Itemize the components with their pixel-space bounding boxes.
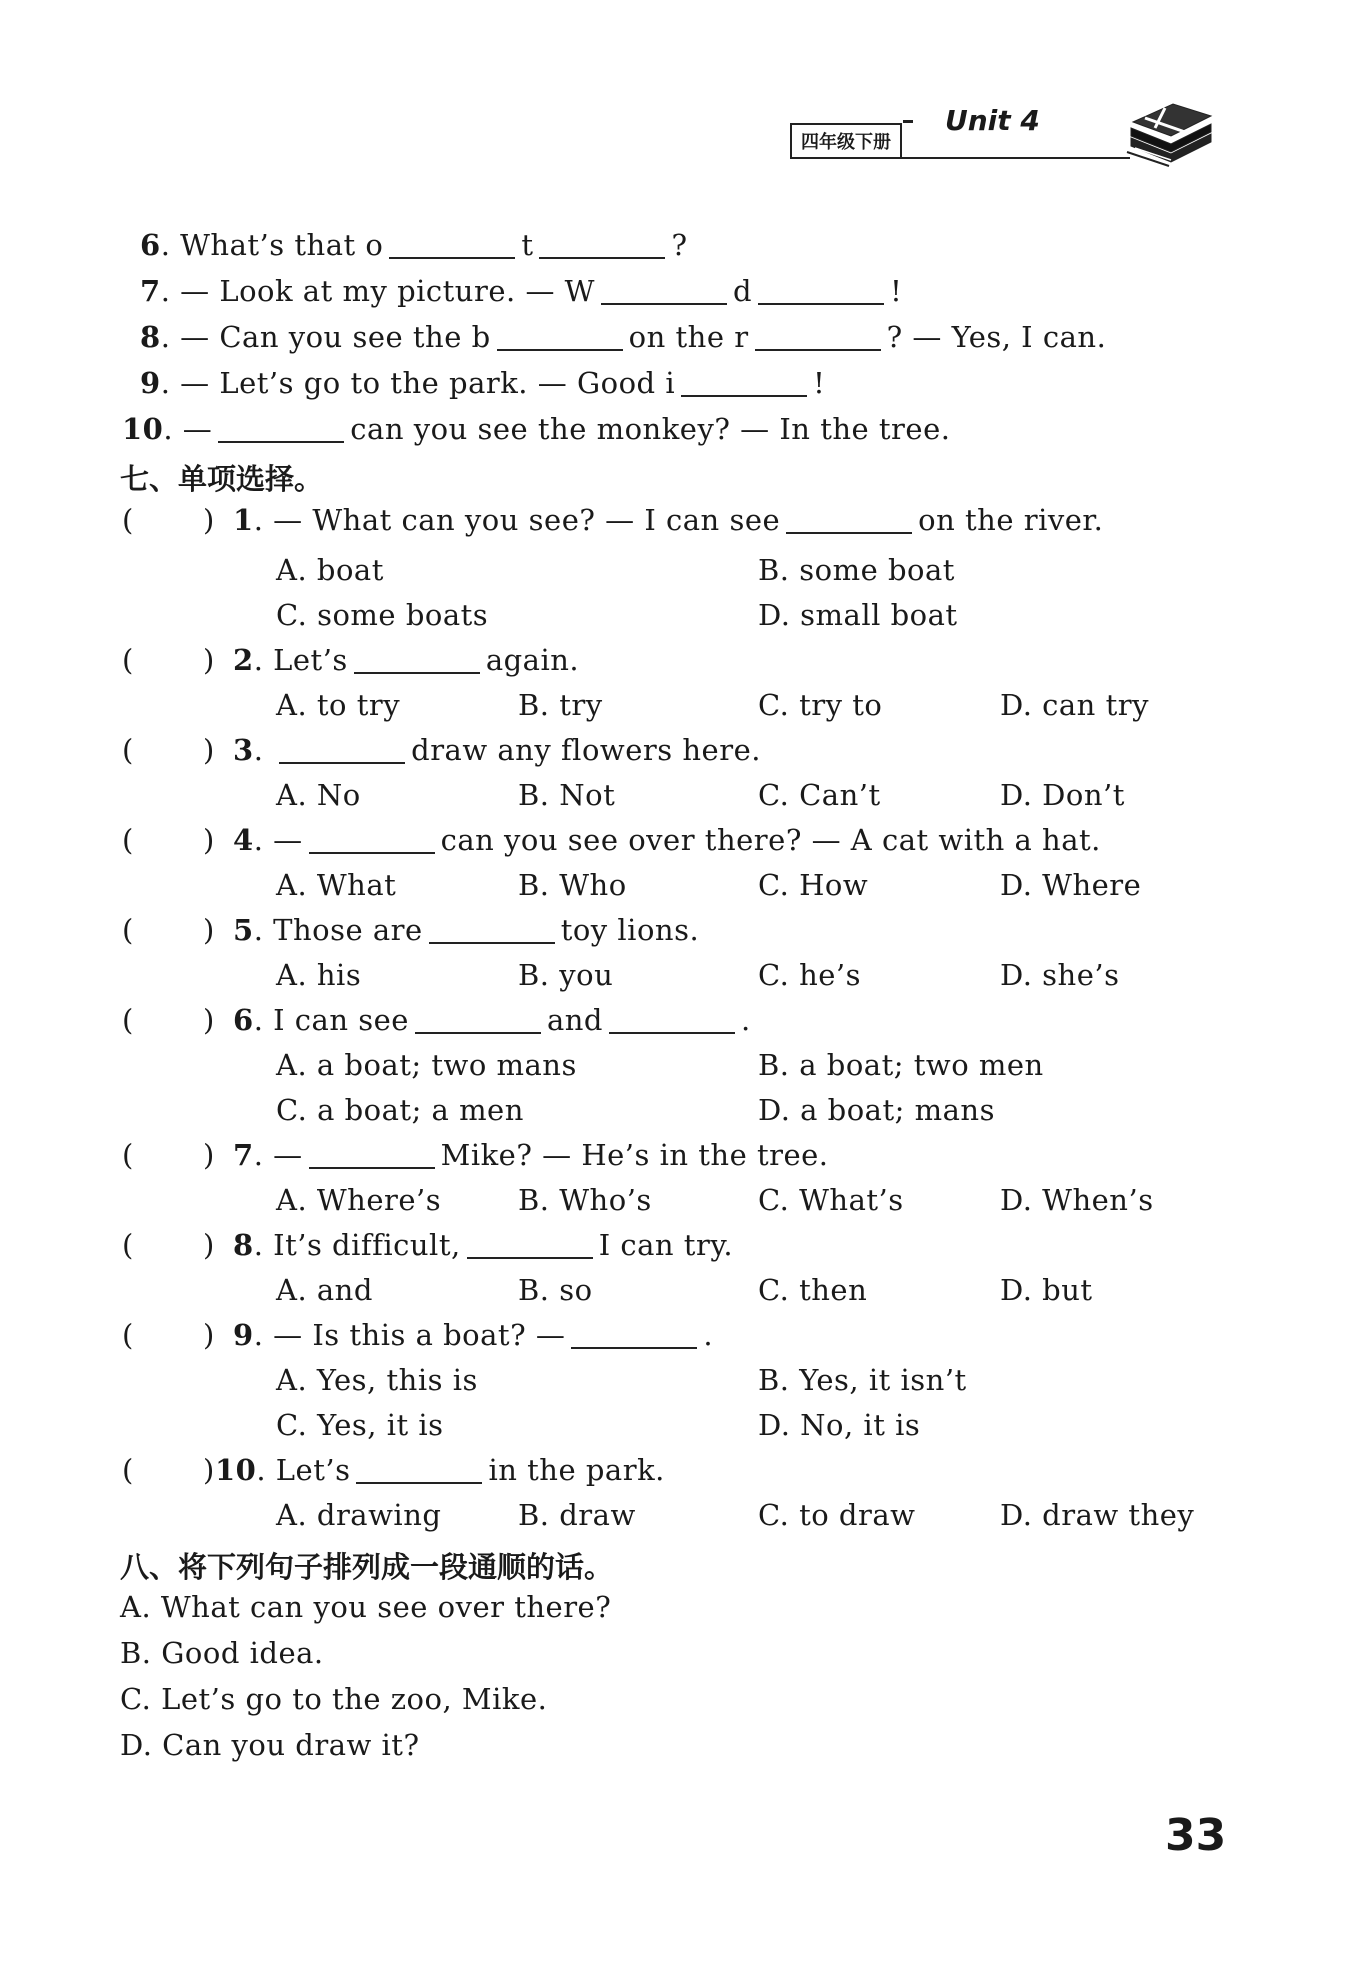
question-2: 2. Let’s again. xyxy=(233,643,580,677)
answer-blank[interactable] xyxy=(429,916,555,944)
answer-slot[interactable] xyxy=(140,1003,200,1035)
option-c[interactable]: C. Can’t xyxy=(758,778,881,812)
option-a[interactable]: A. What xyxy=(276,868,397,902)
sentence-d: D. Can you draw it? xyxy=(120,1728,420,1762)
answer-slot[interactable] xyxy=(140,643,200,675)
option-a[interactable]: A. his xyxy=(276,958,362,992)
answer-blank[interactable] xyxy=(681,369,807,397)
option-b[interactable]: B. try xyxy=(518,688,603,722)
option-c[interactable]: C. try to xyxy=(758,688,883,722)
answer-blank[interactable] xyxy=(539,231,665,259)
question-text: Mike? — He’s in the tree. xyxy=(440,1138,829,1172)
question-1: 1. — What can you see? — I can see on the river. xyxy=(233,503,1104,537)
grade-label: 四年级下册 xyxy=(790,123,902,159)
question-text: — xyxy=(273,1138,303,1172)
option-d[interactable]: D. Don’t xyxy=(1000,778,1125,812)
question-text: It’s difficult, xyxy=(273,1228,461,1262)
answer-paren-left: ( xyxy=(122,1228,134,1262)
question-3: 3. draw any flowers here. xyxy=(233,733,761,767)
header-rule xyxy=(790,157,1130,159)
answer-paren-right: ) xyxy=(203,1453,215,1487)
fill-in-item-6: 6. What’s that o t ? xyxy=(140,228,688,262)
answer-blank[interactable] xyxy=(309,826,435,854)
question-text: in the park. xyxy=(488,1453,665,1487)
option-b[interactable]: B. you xyxy=(518,958,614,992)
answer-slot[interactable] xyxy=(140,1228,200,1260)
answer-blank[interactable] xyxy=(309,1141,435,1169)
option-d[interactable]: D. can try xyxy=(1000,688,1149,722)
question-text: — Is this a boat? — xyxy=(273,1318,566,1352)
fill-in-item-9: 9. — Let’s go to the park. — Good i ! xyxy=(140,366,826,400)
fill-in-item-8: 8. — Can you see the b on the r ? — Yes, I can. xyxy=(140,320,1107,354)
option-c[interactable]: C. then xyxy=(758,1273,868,1307)
option-a[interactable]: A. and xyxy=(276,1273,373,1307)
option-a[interactable]: A. drawing xyxy=(276,1498,442,1532)
question-8: 8. It’s difficult, I can try. xyxy=(233,1228,734,1262)
answer-paren-left: ( xyxy=(122,823,134,857)
question-text: . xyxy=(703,1318,714,1352)
option-b[interactable]: B. so xyxy=(518,1273,593,1307)
answer-blank[interactable] xyxy=(755,323,881,351)
answer-paren-right: ) xyxy=(203,1318,215,1352)
answer-paren-right: ) xyxy=(203,823,215,857)
option-b[interactable]: B. a boat; two men xyxy=(758,1048,1044,1082)
answer-slot[interactable] xyxy=(140,1138,200,1170)
question-number: 2 xyxy=(233,643,254,677)
answer-blank[interactable] xyxy=(601,277,727,305)
question-text: can you see over there? — A cat with a hat. xyxy=(440,823,1101,857)
answer-paren-left: ( xyxy=(122,1138,134,1172)
answer-blank[interactable] xyxy=(389,231,515,259)
answer-paren-right: ) xyxy=(203,503,215,537)
header-dot xyxy=(903,120,913,123)
option-d[interactable]: D. but xyxy=(1000,1273,1093,1307)
question-number: 8 xyxy=(233,1228,254,1262)
question-number: 1 xyxy=(233,503,254,537)
option-c[interactable]: C. he’s xyxy=(758,958,862,992)
option-b[interactable]: B. Yes, it isn’t xyxy=(758,1363,967,1397)
question-text: . xyxy=(740,1003,751,1037)
answer-slot[interactable] xyxy=(140,503,200,535)
answer-paren-left: ( xyxy=(122,643,134,677)
option-c[interactable]: C. some boats xyxy=(276,598,489,632)
question-text: toy lions. xyxy=(560,913,700,947)
fill-in-item-10: 10. — can you see the monkey? — In the tree. xyxy=(122,412,951,446)
question-text: Let’s xyxy=(273,643,348,677)
question-number: 4 xyxy=(233,823,254,857)
question-4: 4. — can you see over there? — A cat with a hat. xyxy=(233,823,1101,857)
books-icon xyxy=(1125,92,1215,168)
option-d[interactable]: D. When’s xyxy=(1000,1183,1154,1217)
answer-blank[interactable] xyxy=(354,646,480,674)
option-d[interactable]: D. No, it is xyxy=(758,1408,921,1442)
sentence-b: B. Good idea. xyxy=(120,1636,324,1670)
fill-in-item-7: 7. — Look at my picture. — W d ! xyxy=(140,274,903,308)
question-10: 10. Let’s in the park. xyxy=(215,1453,665,1487)
answer-paren-left: ( xyxy=(122,1003,134,1037)
question-9: 9. — Is this a boat? — . xyxy=(233,1318,714,1352)
answer-blank[interactable] xyxy=(218,415,344,443)
answer-slot[interactable] xyxy=(140,733,200,765)
answer-blank[interactable] xyxy=(415,1006,541,1034)
answer-paren-right: ) xyxy=(203,1003,215,1037)
question-text: Those are xyxy=(273,913,423,947)
unit-title: Unit 4 xyxy=(945,104,1040,137)
question-number: 10 xyxy=(215,1453,257,1487)
option-a[interactable]: A. boat xyxy=(276,553,384,587)
answer-paren-right: ) xyxy=(203,913,215,947)
answer-blank[interactable] xyxy=(571,1321,697,1349)
option-c[interactable]: C. Yes, it is xyxy=(276,1408,444,1442)
option-c[interactable]: C. to draw xyxy=(758,1498,916,1532)
question-number: 6 xyxy=(233,1003,254,1037)
question-text: again. xyxy=(485,643,580,677)
question-number: 7 xyxy=(233,1138,254,1172)
option-d[interactable]: D. draw they xyxy=(1000,1498,1195,1532)
answer-paren-right: ) xyxy=(203,733,215,767)
question-text: — xyxy=(273,823,303,857)
answer-blank[interactable] xyxy=(356,1456,482,1484)
answer-paren-left: ( xyxy=(122,503,134,537)
section-8-title: 八、将下列句子排列成一段通顺的话。 xyxy=(120,1550,614,1584)
question-6: 6. I can see and . xyxy=(233,1003,751,1037)
answer-paren-right: ) xyxy=(203,1228,215,1262)
page-number: 33 xyxy=(1165,1810,1227,1861)
option-b[interactable]: B. Who xyxy=(518,868,627,902)
option-d[interactable]: D. small boat xyxy=(758,598,958,632)
answer-paren-right: ) xyxy=(203,643,215,677)
answer-paren-left: ( xyxy=(122,733,134,767)
question-text: Let’s xyxy=(275,1453,351,1487)
answer-slot[interactable] xyxy=(140,913,200,945)
option-a[interactable]: A. Where’s xyxy=(276,1183,442,1217)
question-text: — What can you see? — I can see xyxy=(273,503,781,537)
question-text: draw any flowers here. xyxy=(411,733,761,767)
answer-blank[interactable] xyxy=(467,1231,593,1259)
option-d[interactable]: D. a boat; mans xyxy=(758,1093,995,1127)
question-number: 9 xyxy=(233,1318,254,1352)
option-a[interactable]: A. Yes, this is xyxy=(276,1363,478,1397)
option-c[interactable]: C. a boat; a men xyxy=(276,1093,524,1127)
question-7: 7. — Mike? — He’s in the tree. xyxy=(233,1138,829,1172)
answer-blank[interactable] xyxy=(497,323,623,351)
question-5: 5. Those are toy lions. xyxy=(233,913,700,947)
option-d[interactable]: D. Where xyxy=(1000,868,1142,902)
answer-paren-left: ( xyxy=(122,1453,134,1487)
option-d[interactable]: D. she’s xyxy=(1000,958,1120,992)
option-a[interactable]: A. No xyxy=(276,778,361,812)
sentence-c: C. Let’s go to the zoo, Mike. xyxy=(120,1682,548,1716)
answer-slot[interactable] xyxy=(140,1453,200,1485)
option-b[interactable]: B. draw xyxy=(518,1498,636,1532)
answer-blank[interactable] xyxy=(786,506,912,534)
option-a[interactable]: A. to try xyxy=(276,688,401,722)
answer-paren-right: ) xyxy=(203,1138,215,1172)
question-number: 3 xyxy=(233,733,254,767)
option-b[interactable]: B. Who’s xyxy=(518,1183,652,1217)
question-text: I can try. xyxy=(598,1228,734,1262)
option-b[interactable]: B. some boat xyxy=(758,553,955,587)
question-text: I can see xyxy=(273,1003,409,1037)
answer-slot[interactable] xyxy=(140,823,200,855)
answer-paren-left: ( xyxy=(122,913,134,947)
question-text: and xyxy=(546,1003,603,1037)
answer-blank[interactable] xyxy=(609,1006,735,1034)
answer-blank[interactable] xyxy=(279,736,405,764)
sentence-a: A. What can you see over there? xyxy=(120,1590,612,1624)
answer-paren-left: ( xyxy=(122,1318,134,1352)
answer-slot[interactable] xyxy=(140,1318,200,1350)
option-a[interactable]: A. a boat; two mans xyxy=(276,1048,577,1082)
question-number: 5 xyxy=(233,913,254,947)
option-b[interactable]: B. Not xyxy=(518,778,616,812)
question-text: on the river. xyxy=(918,503,1104,537)
option-c[interactable]: C. What’s xyxy=(758,1183,904,1217)
section-7-title: 七、单项选择。 xyxy=(120,462,324,496)
option-c[interactable]: C. How xyxy=(758,868,869,902)
answer-blank[interactable] xyxy=(758,277,884,305)
